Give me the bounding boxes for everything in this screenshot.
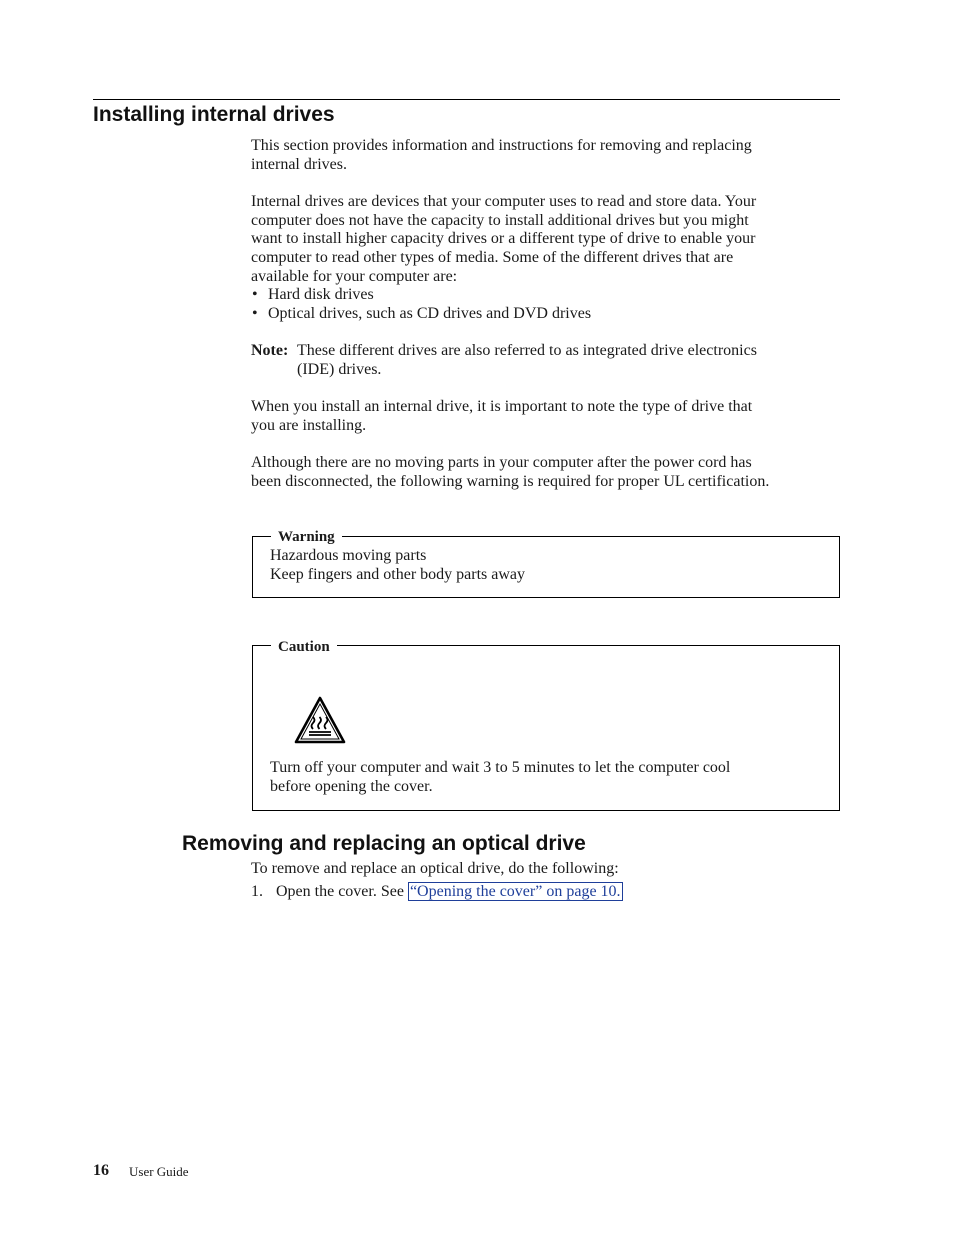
text-line: Keep fingers and other body parts away xyxy=(270,565,526,583)
section-heading-removing-optical-drive: Removing and replacing an optical drive xyxy=(182,832,586,855)
section-heading-installing-internal-drives: Installing internal drives xyxy=(93,103,335,126)
text-line: (IDE) drives. xyxy=(297,360,382,378)
install-note-paragraph xyxy=(251,398,752,435)
text-line: internal drives. xyxy=(251,155,347,173)
opening-the-cover-link[interactable]: “Opening the cover” on page 10. xyxy=(409,883,621,900)
bullet-icon: • xyxy=(252,286,258,303)
list-item-label: Hard disk drives xyxy=(268,286,374,303)
step-number: 1. xyxy=(251,883,263,900)
text-line: Hazardous moving parts xyxy=(270,547,427,564)
text-line: available for your computer are: xyxy=(251,267,458,285)
page-number: 16 xyxy=(93,1162,109,1179)
intro-paragraph xyxy=(251,137,752,174)
step-text: Open the cover. See xyxy=(276,883,404,900)
text-line: Internal drives are devices that your computer uses to read and store data. Your xyxy=(251,193,757,210)
hot-surface-warning-icon xyxy=(294,695,346,745)
text-line: been disconnected, the following warning is required for proper UL certification. xyxy=(251,472,770,490)
caution-label: Caution xyxy=(271,638,337,656)
note-label xyxy=(251,342,288,361)
text-line: These different drives are also referred to as integrated drive electronics xyxy=(297,342,757,359)
text-line: before opening the cover. xyxy=(270,777,433,795)
note-label-text: Note: xyxy=(251,342,289,359)
text-line: computer does not have the capacity to install additional drives but you might xyxy=(251,211,749,229)
note-text xyxy=(297,342,757,379)
text-line: computer to read other types of media. Some of the different drives that are xyxy=(251,249,734,267)
text-line: Although there are no moving parts in your computer after the power cord has xyxy=(251,454,752,471)
caution-text xyxy=(270,759,730,796)
ul-certification-paragraph xyxy=(251,454,769,491)
list-item xyxy=(252,286,652,305)
warning-label: Warning xyxy=(271,528,342,546)
step-item xyxy=(276,883,623,902)
list-item-label: Optical drives, such as CD drives and DVD drives xyxy=(268,305,592,322)
text-line: you are installing. xyxy=(251,416,367,434)
heading-rule xyxy=(93,99,840,100)
text-line: This section provides information and instructions for removing and replacing xyxy=(251,137,752,154)
drives-description-paragraph xyxy=(251,193,756,286)
removal-intro: To remove and replace an optical drive, do the following: xyxy=(251,860,619,877)
warning-text xyxy=(270,547,525,584)
footer-title: User Guide xyxy=(129,1164,189,1179)
text-line: want to install higher capacity drives or a different type of drive to enable your xyxy=(251,230,756,248)
bullet-icon: • xyxy=(252,305,258,322)
text-line: Turn off your computer and wait 3 to 5 minutes to let the computer cool xyxy=(270,759,731,776)
text-line: When you install an internal drive, it is important to note the type of drive that xyxy=(251,398,753,415)
list-item xyxy=(252,305,702,324)
